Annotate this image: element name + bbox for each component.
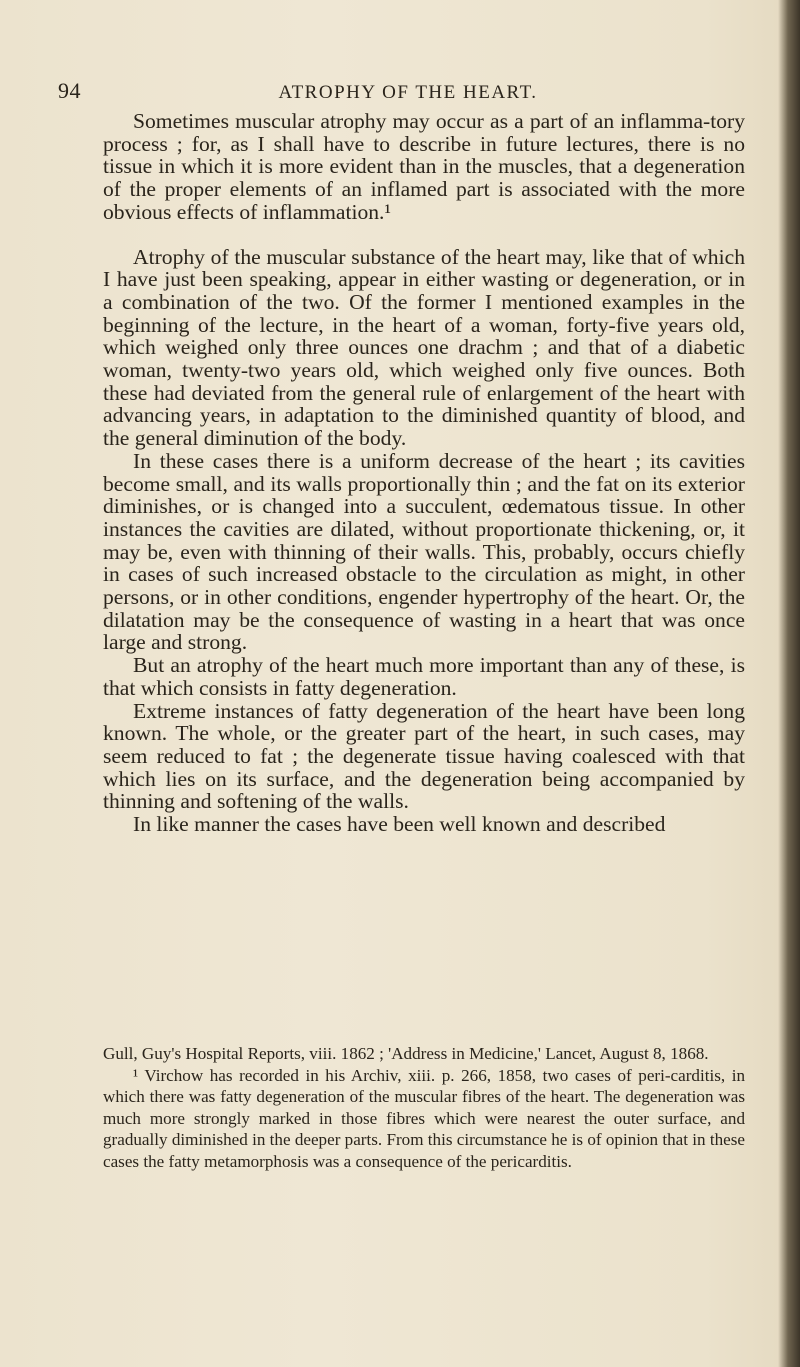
paragraph: Atrophy of the muscular substance of the heart may, like that of which I have just been speaking, appear in either wasting or degeneration, or in a combination of the two. Of the former I mentioned examples in the beginning of the lecture, in the heart of a woman, forty-five years old, which weighed only three ounces one drachm ; and that of a diabetic woman, twenty-two years old, which weighed only five ounces. Both these had deviated from the general rule of enlargement of the heart with advancing years, in adaptation to the diminished quantity of blood, and the general diminution of the body.: [103, 244, 745, 451]
paragraph: But an atrophy of the heart much more important than any of these, is that which consists in fatty degeneration.: [103, 653, 745, 700]
footnote-carryover: Gull, Guy's Hospital Reports, viii. 1862 ; 'Address in Medicine,' Lancet, August 8, 1868.: [103, 1044, 709, 1063]
paragraph: In these cases there is a uniform decrease of the heart ; its cavities become small, and its walls proportionally thin ; and the fat on its exterior diminishes, or is changed into a succulent, œdematous tissue. In other instances the cavities are dilated, without proportionate thickening, or, it may be, even with thinning of their walls. This, probably, occurs chiefly in cases of such increased obstacle to the circulation as might, in other persons, or in other conditions, engender hypertrophy of the heart. Or, the dilatation may be the consequence of wasting in a heart that was once large and strong.: [103, 448, 745, 655]
paragraph: Sometimes muscular atrophy may occur as a part of an inflamma-tory process ; for, as I shall have to describe in future lectures, there is no tissue in which it is more evident than in the muscles, that a degeneration of the proper elements of an inflamed part is associated with the more obvious effects of inflammation.¹: [103, 109, 745, 224]
page-number: 94: [58, 78, 81, 103]
paragraph: Extreme instances of fatty degeneration of the heart have been long known. The whole, or the greater part of the heart, in such cases, may seem reduced to fat ; the degenerate tissue having coalesced with that which lies on its surface, and the degeneration being accompanied by thinning and softening of the walls.: [103, 698, 745, 814]
footnote-1: ¹ Virchow has recorded in his Archiv, xiii. p. 266, 1858, two cases of peri-carditis, in which there was fatty degeneration of the muscular fibres of the heart. The degeneration was much more strongly marked in those fibres which were nearest the outer surface, and gradually diminished in the deeper parts. From this circumstance he is of opinion that in these cases the fatty metamorphosis was a consequence of the pericarditis.: [103, 1065, 745, 1171]
paragraph: In like manner the cases have been well known and described: [133, 812, 666, 837]
body-text: [103, 110, 745, 836]
page-edge-shadow: [778, 0, 800, 1367]
page-header: [58, 78, 758, 108]
running-head: ATROPHY OF THE HEART.: [278, 82, 538, 103]
footnotes: [103, 1043, 745, 1173]
